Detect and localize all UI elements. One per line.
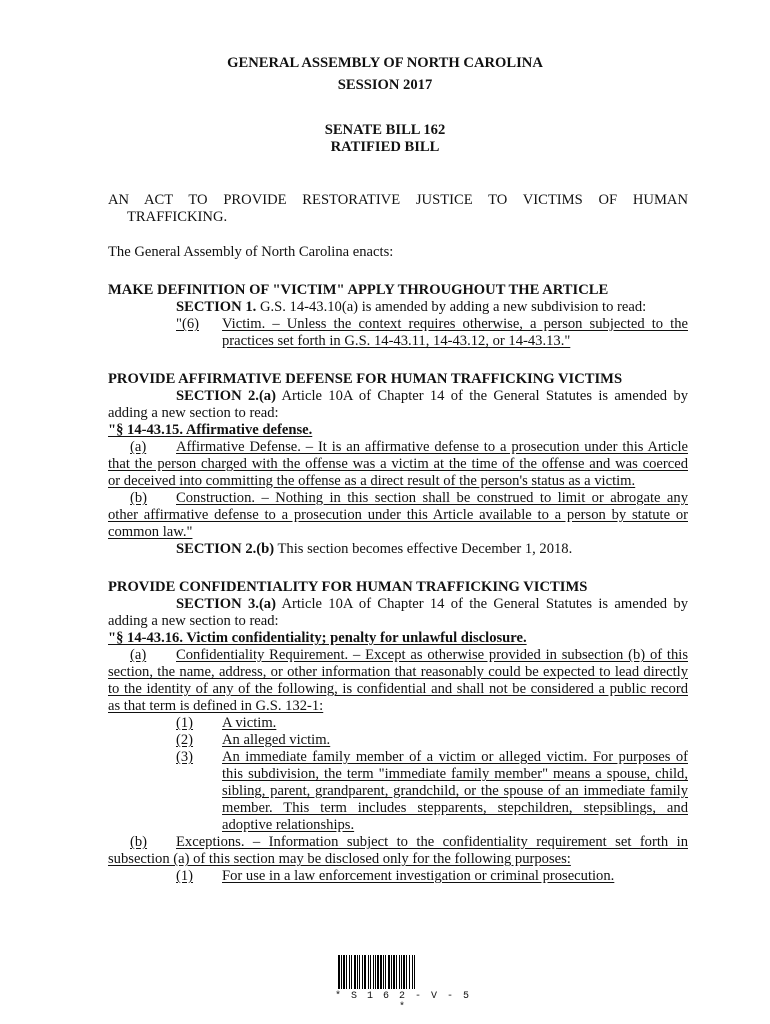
section2b-text [176,541,756,558]
section3a-body: Article 10A of Chapter 14 of the General Statutes is amended by [281,596,688,612]
act-title-line1: AN ACT TO PROVIDE RESTORATIVE JUSTICE TO VICTIMS OF HUMAN [108,192,688,208]
barcode-bar [368,955,369,989]
section3-item2-number: (2) [176,732,194,748]
barcode-bar [370,955,371,989]
session-heading: SESSION 2017 [337,77,433,93]
section3-item3-line4: member. This term includes stepparents, stepchildren, stepsiblings, and [222,800,688,816]
section2-new-section-title: "§ 14-43.15. Affirmative defense. [108,422,313,438]
bill-number: SENATE BILL 162 [324,122,446,138]
section2b-body: This section becomes effective December 1, 2018. [277,541,573,557]
section3a-text-cont: adding a new section to read: [108,613,279,629]
section3-new-section-title: "§ 14-43.16. Victim confidentiality; penalty for unlawful disclosure. [108,630,527,646]
section2-subsec-b-line1: Construction. – Nothing in this section shall be construed to limit or abrogate any [176,490,688,506]
barcode-bar [409,955,410,989]
section3-subsec-a-number: (a) [130,647,147,663]
barcode-bar [341,955,342,989]
section1-text [176,299,756,316]
barcode-bar [393,955,395,989]
barcode-bar [406,955,407,989]
section2-subsec-a-line3: or deceived into committing the offense as a direct result of the person's status as a victim. [108,473,636,489]
section2-subsec-a-line1: Affirmative Defense. – It is an affirmative defense to a prosecution under this Article [176,439,688,455]
barcode-bar [338,955,340,989]
barcode-bar [391,955,392,989]
barcode-bar [412,955,413,989]
act-title-line2: TRAFFICKING. [127,209,228,225]
section3-item3-line2: this subdivision, the term "immediate family member" means a spouse, child, [222,766,688,782]
section3-subsec-a-line2: section, the name, address, or other information that reasonably could be expected to lead directly [108,664,688,680]
section3-item3-line1: An immediate family member of a victim or alleged victim. For purposes of [222,749,688,765]
section2b-label: SECTION 2.(b) [176,541,275,557]
section2a-text-cont: adding a new section to read: [108,405,279,421]
enacting-clause: The General Assembly of North Carolina enacts: [108,244,394,260]
barcode-bar [349,955,350,989]
barcode-icon [338,955,466,989]
section3-b-item1-number: (1) [176,868,194,884]
section3-item2-text: An alleged victim. [222,732,331,748]
barcode-bar [401,955,402,989]
section3-subsec-b-line2: subsection (a) of this section may be disclosed only for the following purposes: [108,851,571,867]
section1-item-line2: practices set forth in G.S. 14-43.11, 14-43.12, or 14-43.13." [222,333,571,349]
section2a-body: Article 10A of Chapter 14 of the General Statutes is amended by [281,388,688,404]
section3-subsec-a-line3: to the identity of any of the following, is confidential and shall not be considered a public record [108,681,688,697]
section3-b-item1-text: For use in a law enforcement investigation or criminal prosecution. [222,868,615,884]
section1-heading: MAKE DEFINITION OF "VICTIM" APPLY THROUGHOUT THE ARTICLE [108,282,609,298]
bill-status: RATIFIED BILL [330,139,440,155]
barcode-bar [380,955,382,989]
barcode-bar [377,955,379,989]
section3-subsec-a-line1: Confidentiality Requirement. – Except as otherwise provided in subsection (b) of this [176,647,688,663]
barcode-bar [354,955,356,989]
section1-body: G.S. 14-43.10(a) is amended by adding a new subdivision to read: [259,299,647,315]
section2-subsec-a-number: (a) [130,439,147,455]
barcode-bar [346,955,347,989]
barcode-bar [385,955,386,989]
section2-subsec-a-line2: that the person charged with the offense was a victim at the time of the offense and was coerced [108,456,688,472]
barcode-bar [403,955,405,989]
section3-item1-number: (1) [176,715,194,731]
barcode-bar [357,955,358,989]
barcode-bar [359,955,360,989]
section3-subsec-b-number: (b) [130,834,148,850]
section2-subsec-b-line3: common law." [108,524,193,540]
section2a-label: SECTION 2.(a) [176,388,276,404]
barcode-text: * S 1 6 2 - V - 5 * [334,991,472,1013]
barcode-bar [396,955,397,989]
section3a-label: SECTION 3.(a) [176,596,276,612]
barcode-bar [388,955,390,989]
barcode-bar [399,955,400,989]
barcode-bar [383,955,384,989]
section3-item3-number: (3) [176,749,194,765]
barcode-bar [375,955,376,989]
barcode-bar [351,955,352,989]
section1-label: SECTION 1. [176,299,257,315]
section3-heading: PROVIDE CONFIDENTIALITY FOR HUMAN TRAFFICKING VICTIMS [108,579,588,595]
section3-subsec-b-line1: Exceptions. – Information subject to the confidentiality requirement set forth in [176,834,688,850]
section1-item-line1: Victim. – Unless the context requires otherwise, a person subjected to the [222,316,688,332]
assembly-heading: GENERAL ASSEMBLY OF NORTH CAROLINA [227,55,543,71]
section3a-text [176,596,688,613]
section3-subsec-a-line4: as that term is defined in G.S. 132-1: [108,698,324,714]
section2a-text [176,388,688,405]
section3-item3-line5: adoptive relationships. [222,817,355,833]
barcode-bar [343,955,345,989]
section2-subsec-b-line2: other affirmative defense to a prosecution under this Article available to a person by statute or [108,507,688,523]
barcode-bar [414,955,415,989]
section2-subsec-b-number: (b) [130,490,148,506]
barcode-bar [373,955,374,989]
section3-item1-text: A victim. [222,715,277,731]
section3-item3-line3: sibling, parent, grandparent, grandchild, or the spouse of an immediate family [222,783,688,799]
section1-item-number: "(6) [176,316,199,332]
barcode-bar [362,955,363,989]
section2-heading: PROVIDE AFFIRMATIVE DEFENSE FOR HUMAN TRAFFICKING VICTIMS [108,371,623,387]
barcode-bar [364,955,366,989]
